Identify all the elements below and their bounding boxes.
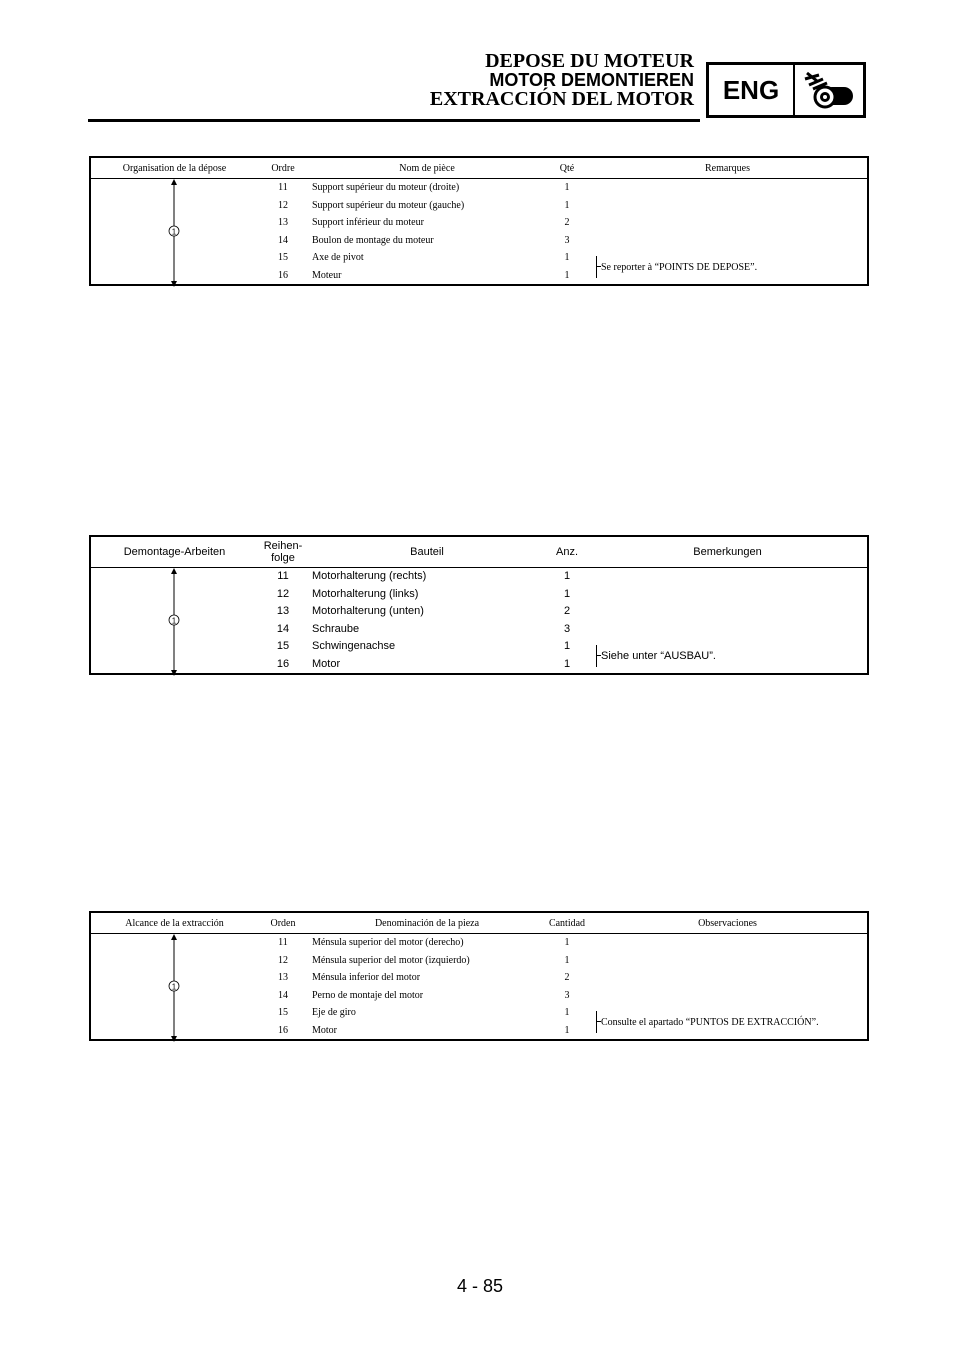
order-value: 13 [278,972,288,983]
col-header-part-name: Nom de pièce [308,157,546,179]
part-name: Boulon de montage du moteur [312,234,434,246]
procedure-group-cell [90,568,258,675]
col-header-order-line2: folge [271,552,295,564]
order-column [258,934,308,1041]
col-header-order [258,536,308,568]
order-value: 12 [278,954,288,966]
col-header-qty: Qté [546,157,588,179]
part-name: Motorhalterung (links) [312,587,419,600]
remark [590,645,716,667]
qty-value: 2 [563,605,571,617]
header-rule [88,119,700,122]
part-name: Support inférieur du moteur [312,217,424,228]
part-name-column [308,934,546,1041]
remark [590,256,757,278]
col-header-scope: Alcance de la extracción [90,912,258,934]
order-value: 16 [278,1024,288,1036]
col-header-order-line1: Reihen- [263,540,303,552]
order-value: 15 [278,1007,288,1018]
col-header-organisation: Organisation de la dépose [90,157,258,179]
order-value: 13 [276,605,290,617]
part-name: Ménsula superior del motor (derecho) [312,937,464,948]
remarks-column [588,934,868,1041]
qty-value: 1 [564,937,570,948]
qty-value: 1 [564,1024,570,1036]
col-header-part-name: Denominación de la pieza [308,912,546,934]
qty-value: 1 [564,1007,570,1018]
remark-bracket [590,645,597,667]
title-spanish: EXTRACCIÓN DEL MOTOR [429,88,694,110]
part-name: Motor [312,657,341,670]
part-name: Support supérieur du moteur (droite) [312,182,460,193]
qty-column [546,934,588,1041]
section-badge [706,62,866,118]
group-marker: 1 [171,227,177,237]
part-name: Ménsula inferior del motor [312,972,421,983]
part-name: Motor [312,1024,337,1036]
procedure-group-cell [90,179,258,286]
col-header-remarks: Observaciones [588,912,868,934]
qty-column [546,179,588,286]
order-value: 15 [278,252,288,263]
qty-value: 1 [564,199,570,211]
order-value: 14 [276,622,290,635]
order-column [258,568,308,675]
part-name: Eje de giro [312,1007,356,1018]
qty-value: 1 [564,954,570,966]
col-header-qty: Cantidad [546,912,588,934]
order-value: 14 [278,234,288,246]
order-value: 14 [278,989,288,1001]
remarks-column [588,179,868,286]
part-name: Perno de montaje del motor [312,989,424,1001]
col-header-remarks: Bemerkungen [588,536,868,568]
range-arrow-icon [161,934,191,1042]
qty-value: 1 [563,640,571,652]
section-badge-label: ENG [709,65,795,115]
group-marker: 1 [171,982,177,992]
procedure-group-cell [90,934,258,1041]
part-name: Ménsula superior del motor (izquierdo) [312,954,470,966]
col-header-order: Ordre [258,157,308,179]
qty-value: 1 [564,182,570,193]
col-header-order: Orden [258,912,308,934]
order-value: 15 [276,640,290,652]
col-header-procedure: Demontage-Arbeiten [90,536,258,568]
order-value: 16 [278,269,288,281]
order-value: 12 [276,587,290,600]
order-column [258,179,308,286]
part-name: Schraube [312,622,360,635]
col-header-part: Bauteil [308,536,546,568]
remark-bracket [590,256,597,278]
qty-value: 1 [564,269,570,281]
title-french: DEPOSE DU MOTEUR [485,50,694,72]
title-german: MOTOR DEMONTIEREN [489,70,694,90]
range-arrow-icon [161,179,191,287]
remark-text: Consulte el apartado “PUNTOS DE EXTRACCIÓN”. [601,1016,819,1028]
qty-value: 1 [563,587,571,600]
qty-value: 1 [564,252,570,263]
page-number: 4 - 85 [456,1276,504,1296]
part-name: Motorhalterung (unten) [312,605,424,617]
order-value: 12 [278,199,288,211]
qty-value: 3 [564,989,570,1001]
part-name: Support supérieur du moteur (gauche) [312,199,465,211]
remarks-column [588,568,868,675]
part-name-column [308,568,546,675]
order-value: 11 [278,937,288,948]
qty-value: 2 [564,972,570,983]
part-name: Axe de pivot [312,252,364,263]
remark-bracket [590,1011,597,1033]
parts-table-french [89,156,869,286]
col-header-remarks: Remarques [588,157,868,179]
part-name-column [308,179,546,286]
qty-value: 1 [563,657,571,670]
order-value: 13 [278,217,288,228]
part-name: Moteur [312,269,342,281]
qty-column [546,568,588,675]
qty-value: 3 [563,622,571,635]
part-name: Schwingenachse [312,640,396,652]
part-name: Motorhalterung (rechts) [312,570,427,582]
order-value: 16 [276,657,290,670]
qty-value: 2 [564,217,570,228]
remark-text: Se reporter à “POINTS DE DEPOSE”. [601,261,758,273]
order-value: 11 [277,570,289,582]
order-value: 11 [278,182,288,193]
page-header-titles [430,52,694,109]
remark [590,1011,819,1033]
col-header-qty: Anz. [546,536,588,568]
range-arrow-icon [161,568,191,676]
parts-table-german [89,535,869,675]
parts-table-spanish [89,911,869,1041]
qty-value: 1 [563,570,571,582]
qty-value: 3 [564,234,570,246]
remark-text: Siehe unter “AUSBAU”. [601,650,716,662]
group-marker: 1 [171,616,177,626]
engine-icon [795,65,863,115]
